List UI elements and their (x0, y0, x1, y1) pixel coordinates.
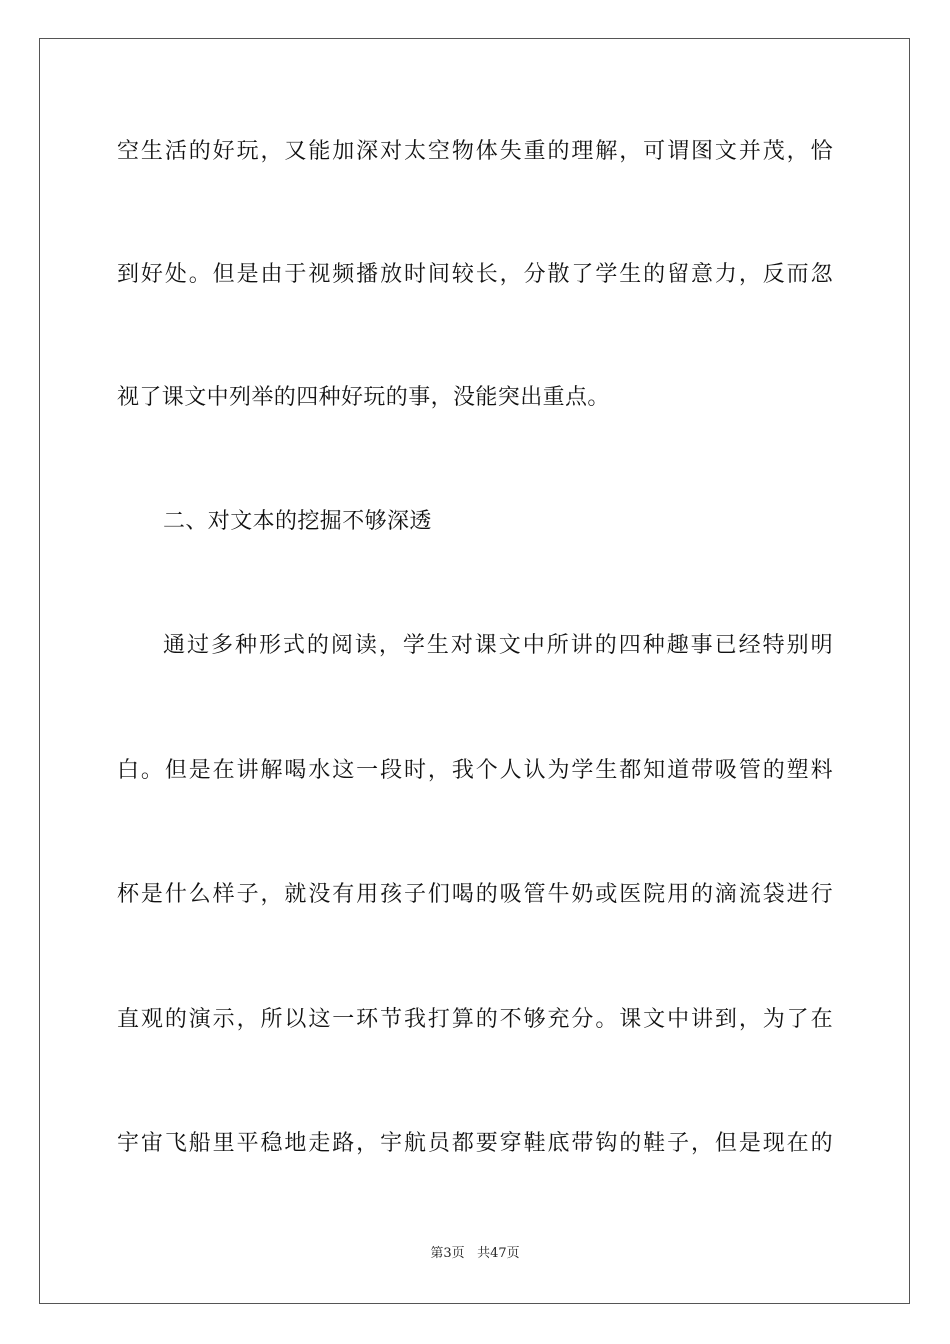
text-line-7: 杯是什么样子，就没有用孩子们喝的吸管牛奶或医院用的滴流袋进行 (117, 882, 833, 907)
page-number: 第3页 (430, 1246, 465, 1261)
text-line-1: 空生活的好玩，又能加深对太空物体失重的理解，可谓图文并茂，恰 (117, 139, 833, 164)
text-line-3: 视了课文中列举的四种好玩的事，没能突出重点。 (117, 385, 610, 410)
text-line-6: 白。但是在讲解喝水这一段时，我个人认为学生都知道带吸管的塑料 (117, 758, 833, 783)
text-line-9: 宇宙飞船里平稳地走路，宇航员都要穿鞋底带钩的鞋子，但是现在的 (117, 1131, 833, 1156)
text-line-8: 直观的演示，所以这一环节我打算的不够充分。课文中讲到，为了在 (117, 1007, 833, 1032)
total-pages: 共47页 (477, 1246, 520, 1261)
text-line-5: 通过多种形式的阅读，学生对课文中所讲的四种趣事已经特别明 (163, 633, 833, 658)
page-footer (0, 1245, 950, 1263)
text-line-2: 到好处。但是由于视频播放时间较长，分散了学生的留意力，反而忽 (117, 262, 833, 287)
section-heading: 二、对文本的挖掘不够深透 (163, 509, 432, 534)
page-border (39, 38, 910, 1304)
